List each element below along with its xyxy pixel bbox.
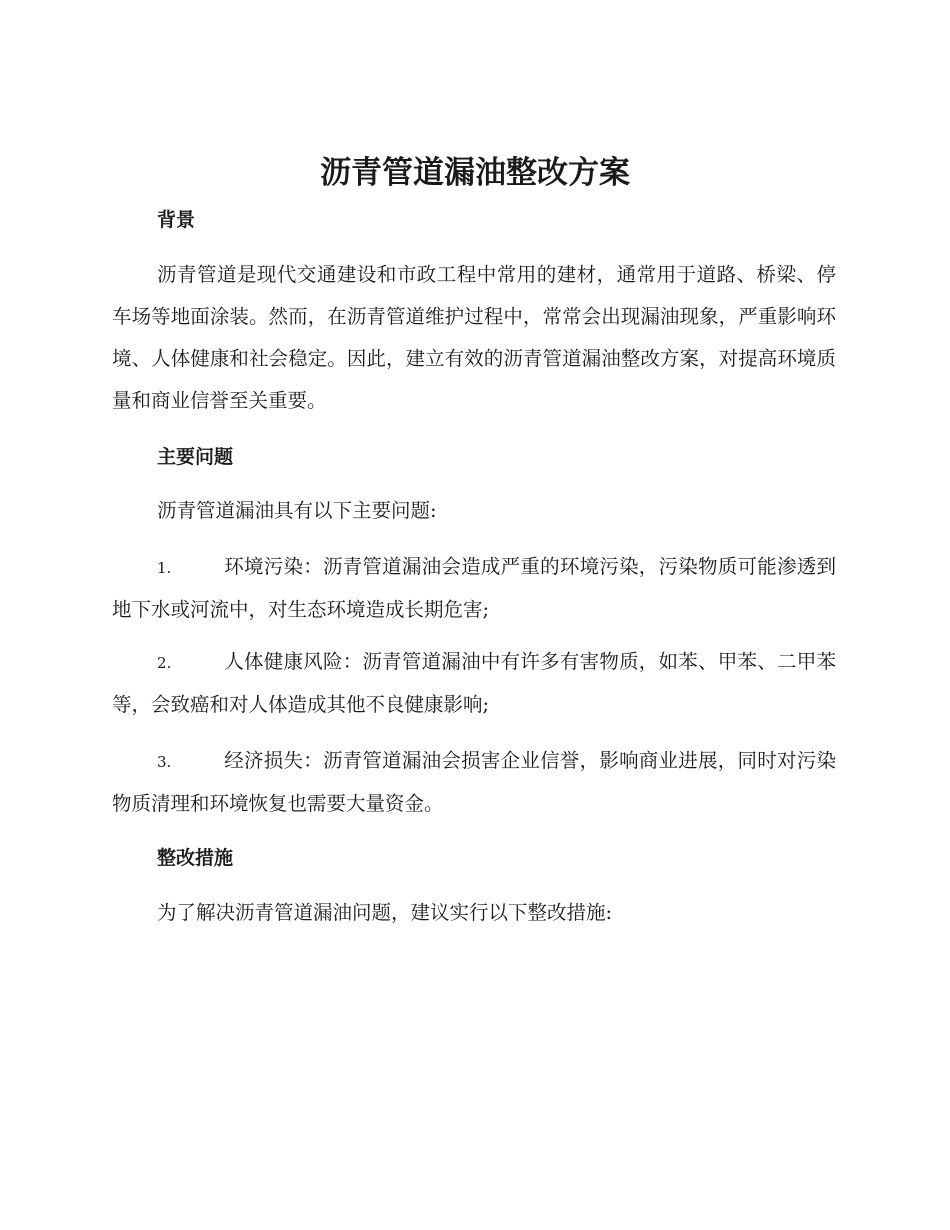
list-item-text: 人体健康风险：沥青管道漏油中有许多有害物质，如苯、甲苯、二甲苯等，会致癌和对人体造成其他不良健康影响; bbox=[112, 650, 836, 716]
rectification-intro: 为了解决沥青管道漏油问题，建议实行以下整改措施: bbox=[157, 901, 613, 924]
list-item-text: 经济损失：沥青管道漏油会损害企业信誉，影响商业进展，同时对污染物质清理和环境恢复也需要大量资金。 bbox=[112, 749, 836, 815]
list-item bbox=[112, 641, 836, 726]
main-issues-intro: 沥青管道漏油具有以下主要问题: bbox=[157, 499, 437, 522]
list-item-number: 1. bbox=[157, 559, 172, 577]
list-item-number: 2. bbox=[157, 654, 172, 672]
section-heading-rectification: 整改措施 bbox=[157, 847, 234, 869]
list-item bbox=[112, 546, 836, 631]
document-title: 沥青管道漏油整改方案 bbox=[320, 155, 630, 191]
background-paragraph: 沥青管道是现代交通建设和市政工程中常用的建材，通常用于道路、桥梁、停车场等地面涂装。然而，在沥青管道维护过程中，常常会出现漏油现象，严重影响环境、人体健康和社会稳定。因此，建立有效的沥青管道漏油整改方案，对提高环境质量和商业信誉至关重要。 bbox=[112, 263, 836, 412]
section-heading-main-issues: 主要问题 bbox=[157, 446, 234, 468]
list-item bbox=[112, 740, 836, 825]
list-item-text: 环境污染：沥青管道漏油会造成严重的环境污染，污染物质可能渗透到地下水或河流中，对生态环境造成长期危害; bbox=[112, 555, 836, 621]
list-item-number: 3. bbox=[157, 753, 172, 771]
section-heading-background: 背景 bbox=[157, 209, 196, 231]
